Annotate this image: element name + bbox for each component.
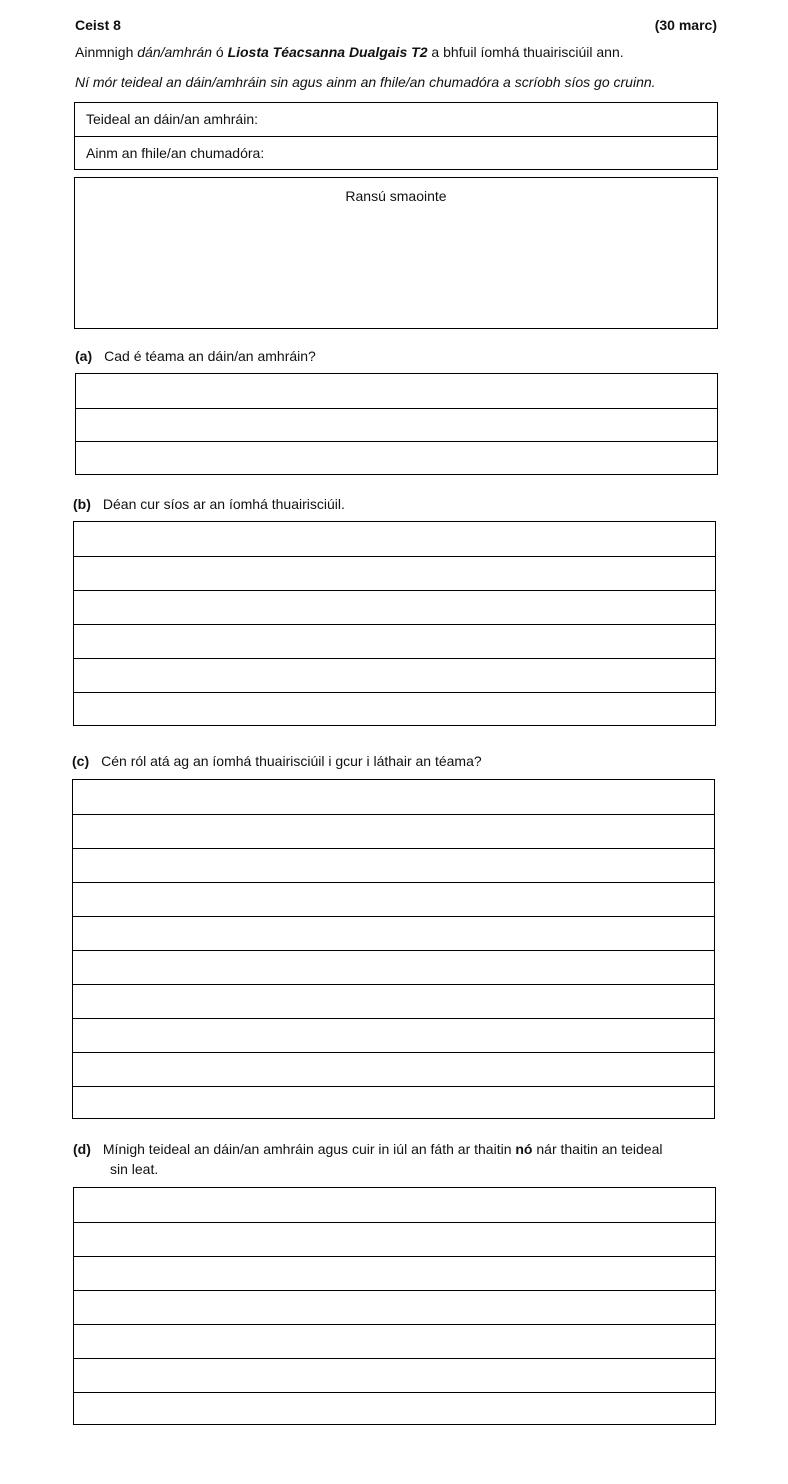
question-d-text-line2: sin leat. xyxy=(110,1161,159,1177)
question-d-text-bold: nó xyxy=(515,1141,533,1157)
answer-line xyxy=(73,848,714,849)
answer-line xyxy=(74,658,715,659)
title-field-label: Teideal an dáin/an amhráin: xyxy=(86,111,259,127)
question-b-text: Déan cur síos ar an íomhá thuairisciúil. xyxy=(102,496,345,512)
answer-line xyxy=(76,408,717,409)
answer-line xyxy=(74,1256,715,1257)
intro-line-1 xyxy=(75,44,624,60)
question-c-label: (c) xyxy=(72,753,90,769)
title-field[interactable] xyxy=(75,103,717,137)
question-d-text-suffix: nár thaitin an teideal xyxy=(532,1141,663,1157)
answer-box-c[interactable] xyxy=(72,779,715,1119)
intro-suffix: a bhfuil íomhá thuairisciúil ann. xyxy=(427,44,624,60)
question-c xyxy=(72,753,482,769)
intro-prefix: Ainmnigh xyxy=(75,44,138,60)
question-a-text: Cad é téama an dáin/an amhráin? xyxy=(104,348,316,364)
intro-mid: ó xyxy=(211,44,228,60)
answer-line xyxy=(76,441,717,442)
answer-line xyxy=(73,984,714,985)
answer-line xyxy=(73,882,714,883)
answer-line xyxy=(73,814,714,815)
answer-line xyxy=(74,556,715,557)
intro-list-name: Liosta Téacsanna Dualgais T2 xyxy=(227,44,428,60)
answer-line xyxy=(74,624,715,625)
answer-line xyxy=(73,1086,714,1087)
question-d-text-prefix: Mínigh teideal an dáin/an amhráin agus cuir in iúl an fáth ar thaitin xyxy=(102,1141,516,1157)
question-d-label: (d) xyxy=(73,1141,91,1157)
author-field-label: Ainm an fhile/an chumadóra: xyxy=(86,145,265,161)
question-c-text: Cén ról atá ag an íomhá thuairisciúil i gcur i láthair an téama? xyxy=(101,753,482,769)
answer-box-a[interactable] xyxy=(75,373,718,475)
answer-line xyxy=(74,590,715,591)
answer-line xyxy=(73,916,714,917)
question-number: Ceist 8 xyxy=(75,17,121,33)
question-d xyxy=(73,1141,662,1157)
question-b xyxy=(73,496,345,512)
title-author-box xyxy=(74,102,718,170)
answer-line xyxy=(73,1052,714,1053)
brainstorm-label: Ransú smaointe xyxy=(345,188,447,204)
question-a xyxy=(75,348,316,364)
answer-line xyxy=(74,1392,715,1393)
answer-line xyxy=(74,1222,715,1223)
brainstorm-box[interactable] xyxy=(74,177,718,329)
answer-line xyxy=(74,1324,715,1325)
answer-line xyxy=(73,950,714,951)
question-a-label: (a) xyxy=(75,348,93,364)
intro-line-2: Ní mór teideal an dáin/amhráin sin agus ainm an fhile/an chumadóra a scríobh síos go cruinn. xyxy=(75,74,656,90)
answer-line xyxy=(73,1018,714,1019)
marks-label: (30 marc) xyxy=(654,17,717,33)
answer-line xyxy=(74,692,715,693)
answer-box-d[interactable] xyxy=(73,1187,716,1425)
answer-line xyxy=(74,1358,715,1359)
intro-italic: dán/amhrán xyxy=(137,44,212,60)
question-b-label: (b) xyxy=(73,496,91,512)
answer-line xyxy=(74,1290,715,1291)
author-field[interactable] xyxy=(75,136,717,170)
answer-box-b[interactable] xyxy=(73,521,716,726)
